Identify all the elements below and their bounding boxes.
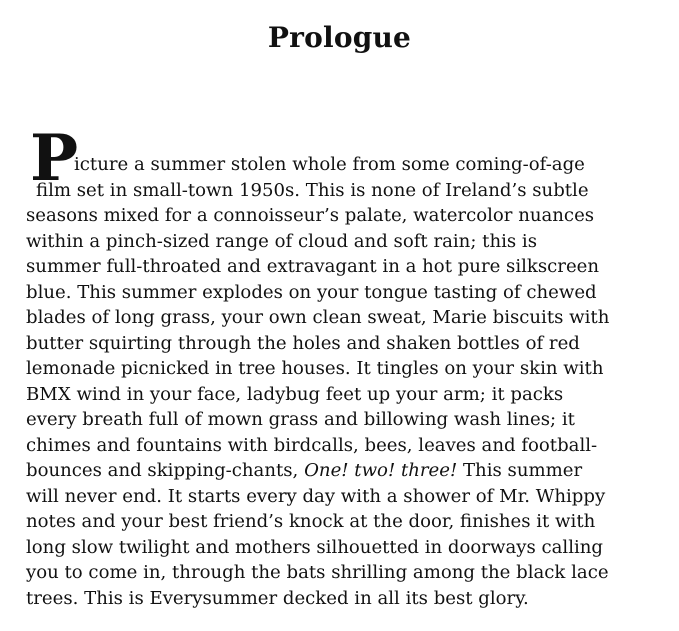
text-line: long slow twilight and mothers silhouetted in doorways calling: [26, 536, 604, 558]
text-line: film set in small-town 1950s. This is none of Ireland’s subtle: [36, 179, 589, 201]
text-line: BMX wind in your face, ladybug feet up your arm; it packs: [26, 383, 564, 405]
text-line: lemonade picnicked in tree houses. It tingles on your skin with: [26, 358, 604, 379]
chapter-title: Prologue: [267, 21, 412, 54]
prologue-paragraph: [26, 121, 656, 611]
text-line: blue. This summer explodes on your tongue tasting of chewed: [26, 281, 597, 303]
text-line-with-italic: [26, 458, 656, 484]
drop-cap-letter: P: [30, 121, 79, 196]
text-line: within a pinch-sized range of cloud and soft rain; this is: [26, 230, 537, 252]
text-line: every breath full of mown grass and billowing wash lines; it: [26, 409, 575, 430]
text-line: icture a summer stolen whole from some coming-of-age: [74, 154, 585, 175]
text-line: notes and your best friend’s knock at the door, finishes it with: [26, 511, 596, 532]
italic-chant: One! two! three!: [304, 460, 458, 481]
text-line: you to come in, through the bats shrilling among the black lace: [26, 562, 609, 583]
text-line: chimes and fountains with birdcalls, bees, leaves and football-: [26, 434, 598, 456]
text-line: summer full-throated and extravagant in a hot pure silkscreen: [26, 256, 600, 277]
text-line: blades of long grass, your own clean sweat, Marie biscuits with: [26, 307, 610, 328]
text-line: seasons mixed for a connoisseur’s palate, watercolor nuances: [26, 205, 595, 226]
text-line: trees. This is Everysummer decked in all its best glory.: [26, 587, 529, 609]
text-segment: This summer: [457, 460, 583, 481]
text-line: butter squirting through the holes and shaken bottles of red: [26, 332, 580, 354]
text-line: will never end. It starts every day with a shower of Mr. Whippy: [26, 485, 606, 507]
text-segment: bounces and skipping-chants,: [26, 460, 299, 481]
